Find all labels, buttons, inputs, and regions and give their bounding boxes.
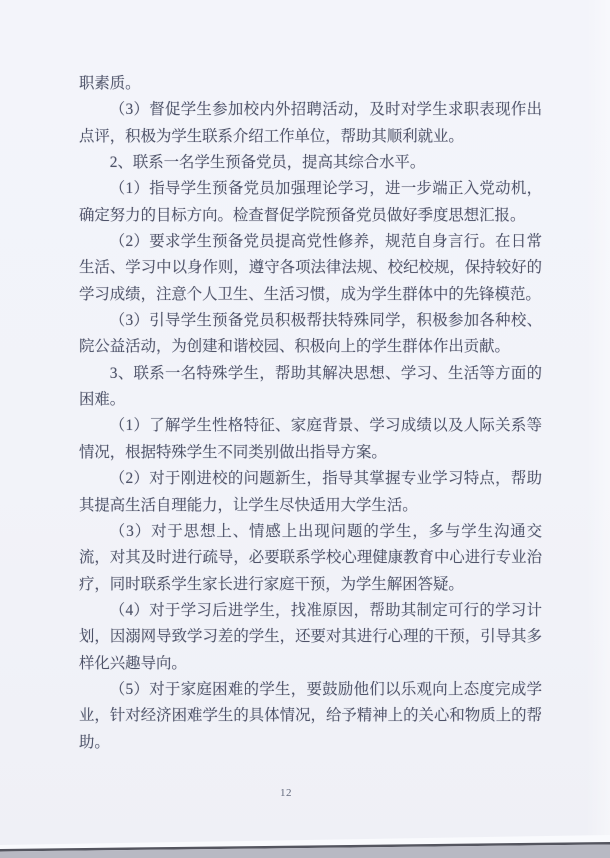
paragraph: 3、联系一名特殊学生，帮助其解决思想、学习、生活等方面的困难。 [79, 364, 542, 409]
paragraph: （2）要求学生预备党员提高党性修养，规范自身言行。在日常生活、学习中以身作则，遵守各项法律法规、校纪校规，保持较好的学习成绩，注意个人卫生、生活习惯，成为学生群体中的先锋模范。 [79, 233, 542, 303]
paragraph: （2）对于刚进校的问题新生，指导其掌握专业学习特点，帮助其提高生活自理能力，让学生尽快适用大学生活。 [79, 470, 542, 514]
page-number: 12 [280, 787, 292, 799]
paragraph: （5）对于家庭困难的学生，要鼓励他们以乐观向上态度完成学业，针对经济困难学生的具体情况，给予精神上的关心和物质上的帮助。 [79, 680, 542, 751]
paragraph: （1）指导学生预备党员加强理论学习，进一步端正入党动机，确定努力的目标方向。检查督促学院预备党员做好季度思想汇报。 [79, 180, 542, 224]
paragraph: 职素质。 [79, 75, 141, 92]
document-body-text [79, 71, 542, 756]
paragraph: （3）引导学生预备党员积极帮扶特殊同学，积极参加各种校、院公益活动，为创建和谐校园、积极向上的学生群体作出贡献。 [79, 312, 542, 356]
paragraph: （3）对于思想上、情感上出现问题的学生，多与学生沟通交流，对其及时进行疏导，必要联系学校心理健康教育中心进行专业治疗，同时联系学生家长进行家庭干预，为学生解困答疑。 [79, 522, 542, 593]
paragraph: （3）督促学生参加校内外招聘活动，及时对学生求职表现作出点评，积极为学生联系介绍工作单位，帮助其顺利就业。 [79, 101, 542, 145]
paragraph: 2、联系一名学生预备党员，提高其综合水平。 [109, 154, 426, 172]
paragraph: （1）了解学生性格特征、家庭背景、学习成绩以及人际关系等情况，根据特殊学生不同类别做出指导方案。 [79, 417, 542, 461]
paragraph: （4）对于学习后进学生，找准原因，帮助其制定可行的学习计划，因溺网导致学习差的学生，还要对其进行心理的干预，引导其多样化兴趣导向。 [79, 601, 542, 672]
